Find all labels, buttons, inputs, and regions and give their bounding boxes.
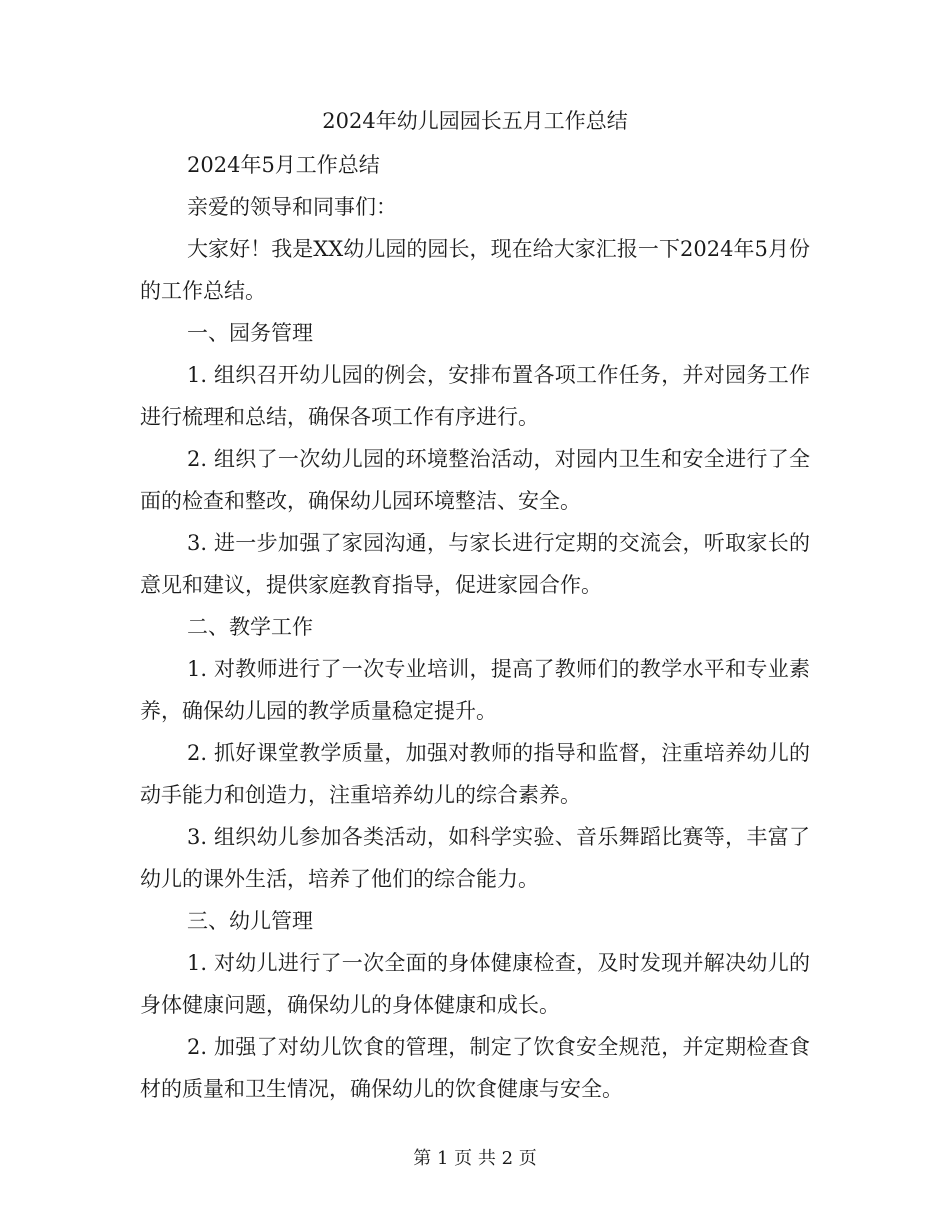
paragraph-salutation: 亲爱的领导和同事们： [187, 195, 397, 219]
page-footer: 第 1 页 共 2 页 [413, 1148, 537, 1169]
section-heading-child-management: 三、幼儿管理 [187, 909, 313, 933]
paragraph-item: 3. 进一步加强了家园沟通，与家长进行定期的交流会，听取家长的意见和建议，提供家庭教育指导，促进家园合作。 [140, 531, 810, 597]
paragraph-item: 1. 组织召开幼儿园的例会，安排布置各项工作任务，并对园务工作进行梳理和总结，确保各项工作有序进行。 [140, 363, 810, 429]
paragraph-item: 2. 组织了一次幼儿园的环境整治活动，对园内卫生和安全进行了全面的检查和整改，确保幼儿园环境整洁、安全。 [140, 447, 810, 513]
paragraph-item: 2. 抓好课堂教学质量，加强对教师的指导和监督，注重培养幼儿的动手能力和创造力，注重培养幼儿的综合素养。 [140, 741, 810, 807]
document-body [140, 144, 810, 1110]
paragraph-item: 3. 组织幼儿参加各类活动，如科学实验、音乐舞蹈比赛等，丰富了幼儿的课外生活，培养了他们的综合能力。 [140, 825, 810, 891]
paragraph-intro: 大家好！我是XX幼儿园的园长，现在给大家汇报一下2024年5月份的工作总结。 [140, 237, 810, 303]
paragraph-report-heading: 2024年5月工作总结 [187, 153, 380, 177]
document-title: 2024年幼儿园园长五月工作总结 [322, 109, 628, 133]
paragraph-item: 1. 对教师进行了一次专业培训，提高了教师们的教学水平和专业素养，确保幼儿园的教学质量稳定提升。 [140, 657, 810, 723]
section-heading-garden-management: 一、园务管理 [187, 321, 313, 345]
paragraph-item: 2. 加强了对幼儿饮食的管理，制定了饮食安全规范，并定期检查食材的质量和卫生情况，确保幼儿的饮食健康与安全。 [140, 1035, 810, 1101]
section-heading-teaching-work: 二、教学工作 [187, 615, 313, 639]
paragraph-item: 1. 对幼儿进行了一次全面的身体健康检查，及时发现并解决幼儿的身体健康问题，确保幼儿的身体健康和成长。 [140, 951, 810, 1017]
